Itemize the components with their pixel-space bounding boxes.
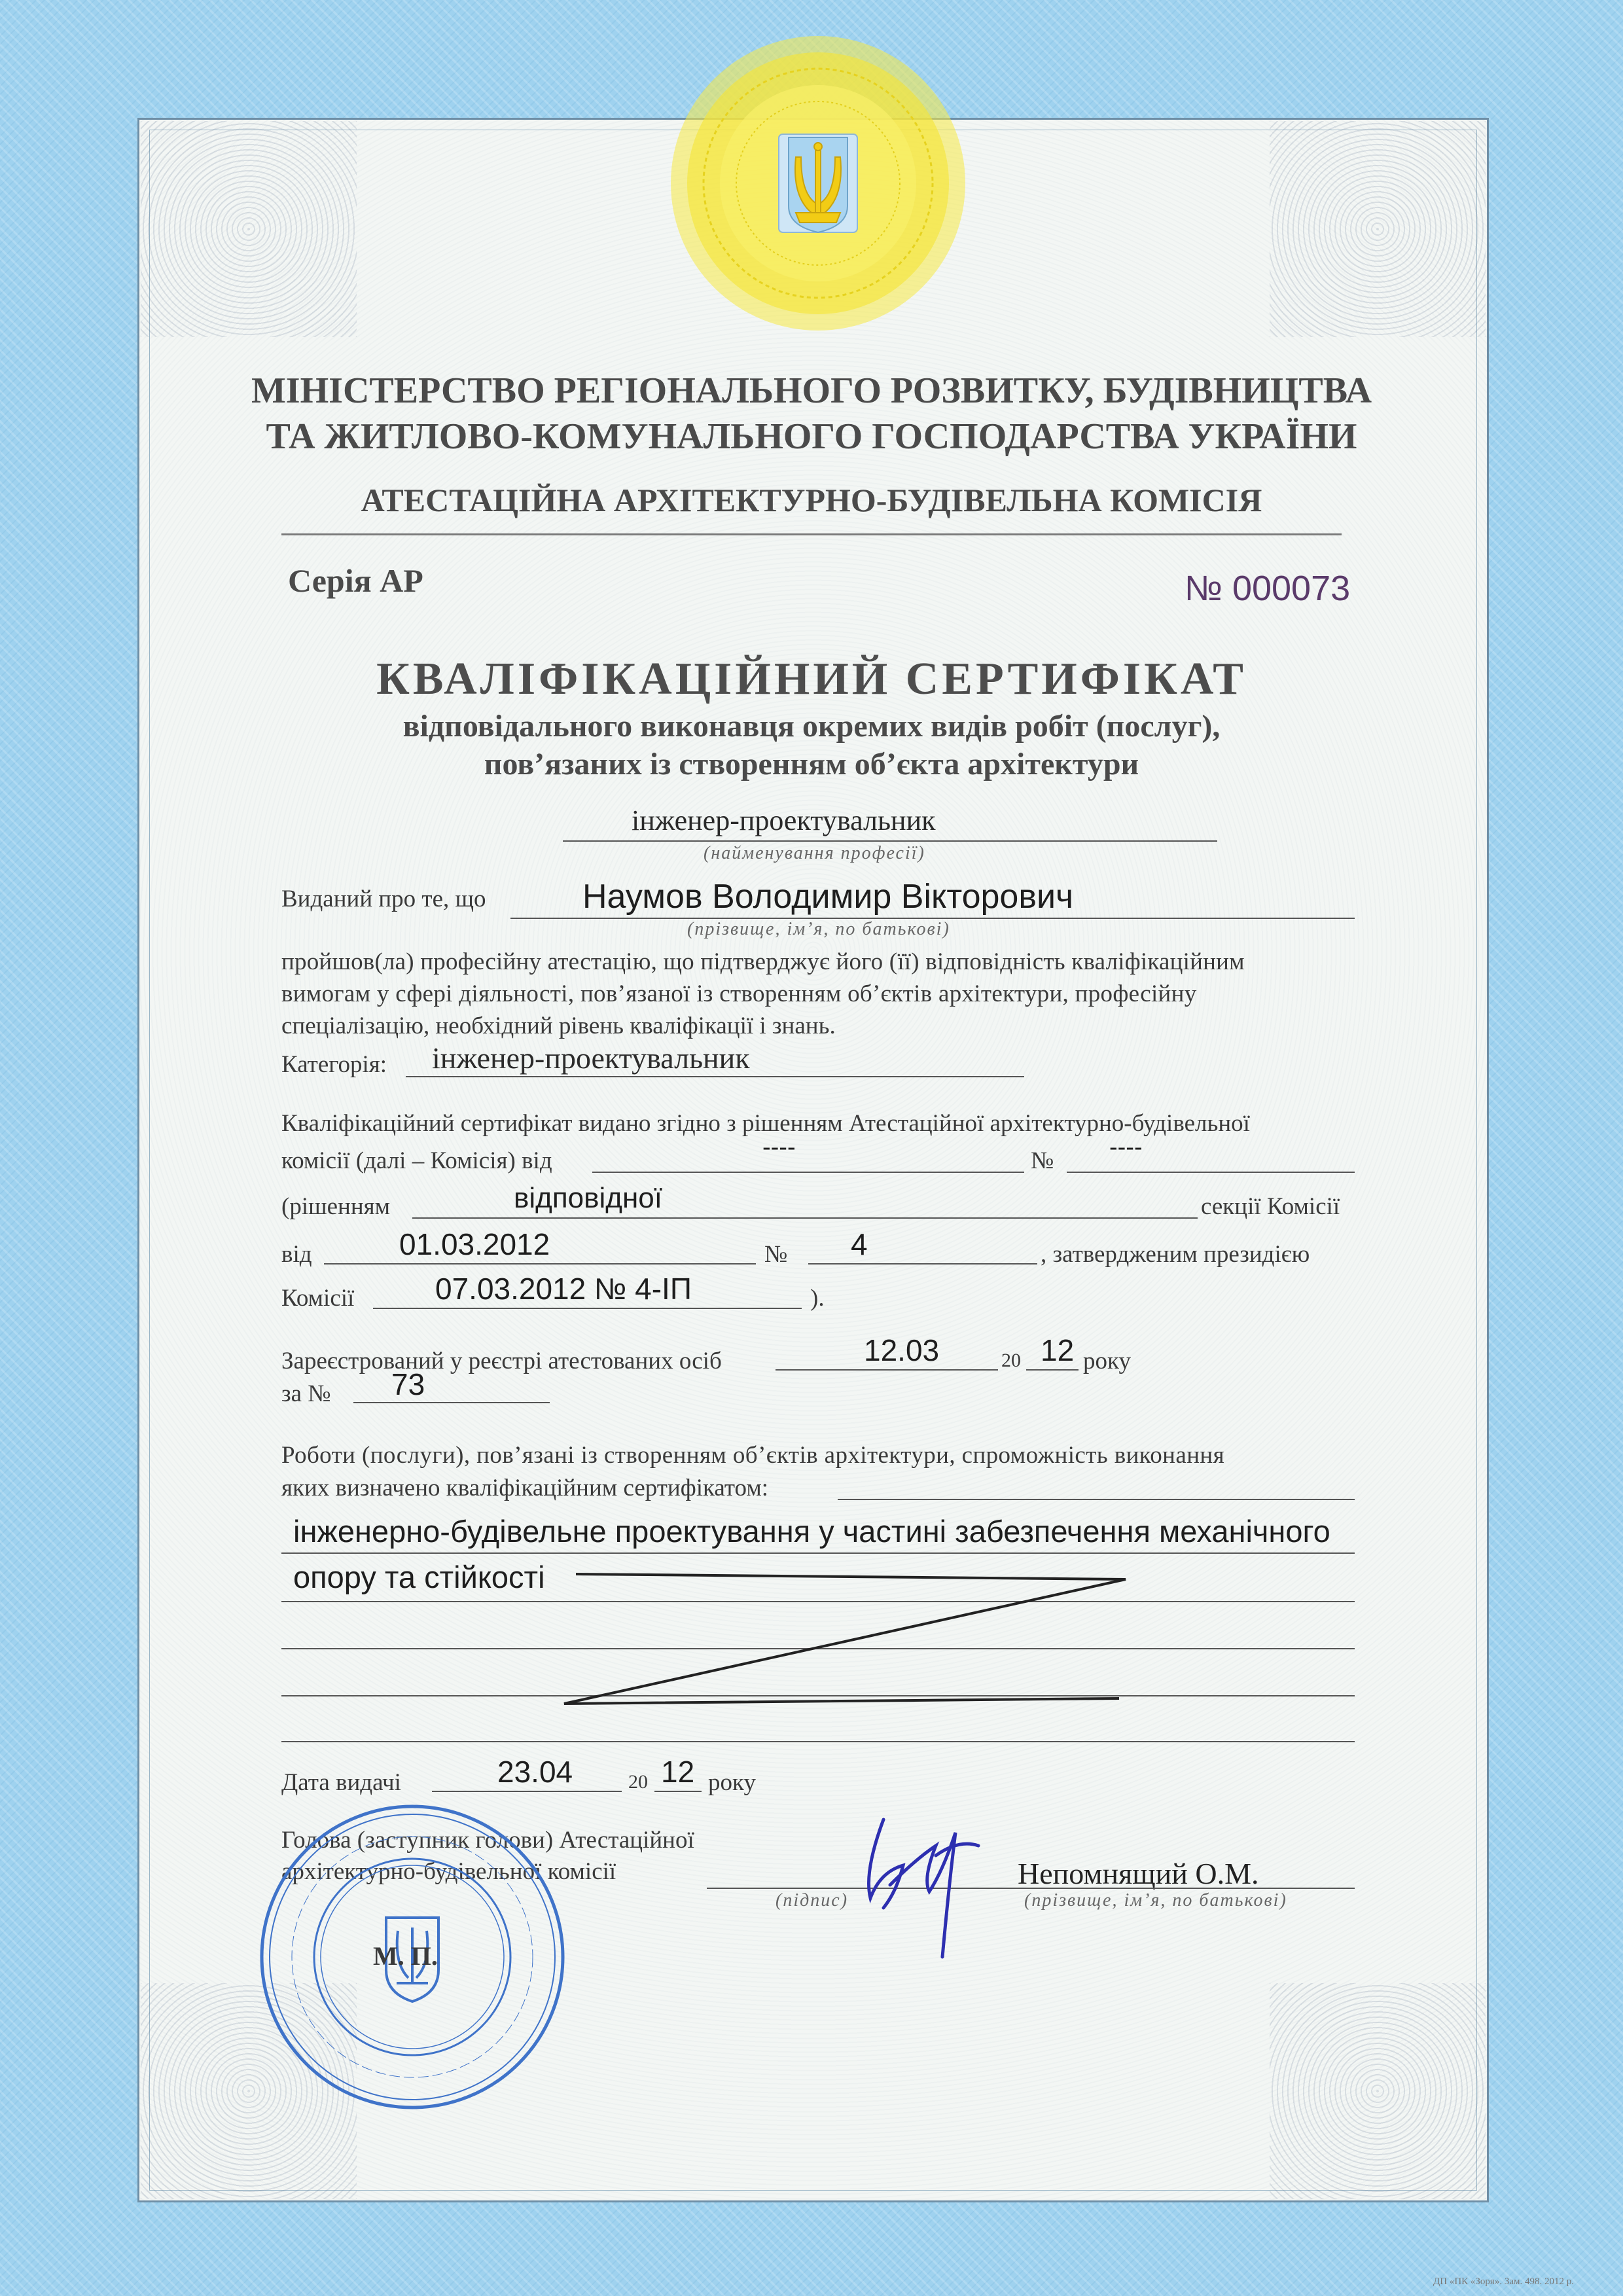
works-blank-line-3 bbox=[281, 1741, 1355, 1742]
attestation-paragraph-line-3: спеціалізацію, необхідний рівень кваліфікації і знань. bbox=[281, 1013, 836, 1039]
works-line-1: Роботи (послуги), пов’язані із створенням об’єктів архітектури, спроможність виконання bbox=[281, 1442, 1225, 1469]
signature-caption: (підпис) bbox=[776, 1890, 849, 1910]
works-value-1: інженерно-будівельне проектування у частині забезпечення механічного bbox=[293, 1514, 1330, 1549]
guilloche-corner-bottom-right bbox=[1270, 1983, 1486, 2199]
decision-section-line bbox=[412, 1217, 1198, 1219]
head-title-line-2: архітектурно-будівельної комісії bbox=[281, 1858, 616, 1885]
number-value: 000073 bbox=[1232, 569, 1351, 608]
issue-date-value: 23.04 bbox=[497, 1755, 573, 1789]
decision-no-label: № bbox=[764, 1241, 788, 1268]
certificate-number bbox=[1185, 568, 1350, 609]
presidium-tail: ). bbox=[810, 1285, 825, 1312]
issue-date-line bbox=[432, 1791, 622, 1792]
signer-line bbox=[1008, 1888, 1355, 1889]
holder-name-caption: (прізвище, ім’я, по батькові) bbox=[687, 919, 950, 939]
registry-year: 12 bbox=[1041, 1333, 1075, 1367]
certificate-subtitle-2: пов’язаних із створенням об’єкта архітектури bbox=[484, 747, 1139, 781]
works-value-1-line bbox=[281, 1552, 1355, 1554]
signer-name: Непомнящий О.М. bbox=[1018, 1857, 1259, 1890]
number-sign: № bbox=[1185, 569, 1222, 608]
profession-line bbox=[563, 840, 1217, 842]
decision-approved-tail: , затвердженим президією bbox=[1041, 1241, 1310, 1268]
decision-commission-label: комісії (далі – Комісія) від bbox=[281, 1147, 552, 1174]
decision-from-date-line bbox=[324, 1263, 756, 1265]
stamp-place-mark: М. П. bbox=[373, 1941, 438, 1971]
registry-no-line bbox=[353, 1402, 550, 1403]
decision-commission-no-label: № bbox=[1031, 1147, 1054, 1174]
decision-commission-no: ---- bbox=[1109, 1134, 1143, 1161]
registry-year-prefix: 20 bbox=[1001, 1350, 1021, 1371]
works-value-2: опору та стійкості bbox=[293, 1560, 545, 1594]
works-line-2: яких визначено кваліфікаційним сертифікатом: bbox=[281, 1475, 769, 1501]
ministry-line-1: МІНІСТЕРСТВО РЕГІОНАЛЬНОГО РОЗВИТКУ, БУДІВНИЦТВА bbox=[251, 370, 1372, 411]
commission-title: АТЕСТАЦІЙНА АРХІТЕКТУРНО-БУДІВЕЛЬНА КОМІСІЯ bbox=[361, 482, 1262, 518]
profession-value: інженер-проектувальник bbox=[632, 804, 936, 836]
guilloche-corner-top-left bbox=[141, 121, 357, 337]
attestation-paragraph-line-1: пройшов(ла) професійну атестацію, що підтверджує його (її) відповідність кваліфікаційним bbox=[281, 948, 1245, 975]
decision-commission-date-line bbox=[592, 1172, 1024, 1173]
profession-caption: (найменування професії) bbox=[704, 843, 925, 863]
decision-from-date: 01.03.2012 bbox=[399, 1227, 550, 1261]
registry-year-suffix: року bbox=[1083, 1348, 1131, 1374]
issue-year-suffix: року bbox=[708, 1769, 756, 1796]
header-divider bbox=[281, 533, 1342, 535]
decision-line-1: Кваліфікаційний сертифікат видано згідно з рішенням Атестаційної архітектурно-будівельної bbox=[281, 1110, 1250, 1137]
issue-year-prefix: 20 bbox=[628, 1771, 648, 1793]
presidium-line bbox=[373, 1308, 802, 1309]
signer-caption: (прізвище, ім’я, по батькові) bbox=[1024, 1890, 1287, 1910]
issued-label: Виданий про те, що bbox=[281, 886, 486, 912]
issue-year-line bbox=[654, 1791, 702, 1792]
series-label: Серія АР bbox=[288, 562, 423, 599]
certificate-subtitle-1: відповідального виконавця окремих видів робіт (послуг), bbox=[402, 709, 1221, 744]
certificate-title: КВАЛІФІКАЦІЙНИЙ СЕРТИФІКАТ bbox=[376, 654, 1247, 704]
handwritten-signature bbox=[844, 1793, 1001, 1964]
printer-note: ДП «ПК «Зоря». Зам. 498. 2012 р. bbox=[1433, 2276, 1574, 2287]
decision-section-tail: секції Комісії bbox=[1201, 1193, 1340, 1220]
registry-label: Зареєстрований у реєстрі атестованих осіб bbox=[281, 1348, 722, 1374]
ministry-line-2: ТА ЖИТЛОВО-КОМУНАЛЬНОГО ГОСПОДАРСТВА УКРАЇНИ bbox=[266, 416, 1357, 457]
issue-date-label: Дата видачі bbox=[281, 1769, 401, 1796]
category-label: Категорія: bbox=[281, 1051, 387, 1078]
decision-section-label: (рішенням bbox=[281, 1193, 391, 1220]
rosette-emblem bbox=[628, 33, 1008, 334]
works-line-2-blank bbox=[838, 1499, 1355, 1500]
attestation-paragraph-line-2: вимогам у сфері діяльності, пов’язаної із створенням об’єктів архітектури, професійну bbox=[281, 980, 1197, 1007]
decision-no-line bbox=[808, 1263, 1037, 1265]
registry-year-line bbox=[1026, 1369, 1079, 1371]
decision-commission-no-line bbox=[1067, 1172, 1355, 1173]
strikeout-z-mark bbox=[563, 1568, 1139, 1708]
issue-year: 12 bbox=[661, 1755, 695, 1789]
decision-section-value: відповідної bbox=[514, 1182, 662, 1214]
decision-no-value: 4 bbox=[851, 1227, 868, 1261]
category-line bbox=[406, 1076, 1024, 1077]
category-value: інженер-проектувальник bbox=[432, 1041, 750, 1075]
presidium-label: Комісії bbox=[281, 1285, 355, 1312]
registry-no-label: за № bbox=[281, 1380, 331, 1407]
registry-no-value: 73 bbox=[391, 1367, 425, 1401]
presidium-value: 07.03.2012 № 4-ІП bbox=[435, 1272, 692, 1306]
decision-from-label: від bbox=[281, 1241, 312, 1268]
decision-commission-date: ---- bbox=[762, 1134, 796, 1161]
head-title-line-1: Голова (заступник голови) Атестаційної bbox=[281, 1827, 694, 1854]
registry-date: 12.03 bbox=[864, 1333, 940, 1367]
holder-name: Наумов Володимир Вікторович bbox=[582, 878, 1074, 916]
guilloche-corner-top-right bbox=[1270, 121, 1486, 337]
registry-date-line bbox=[776, 1369, 998, 1371]
